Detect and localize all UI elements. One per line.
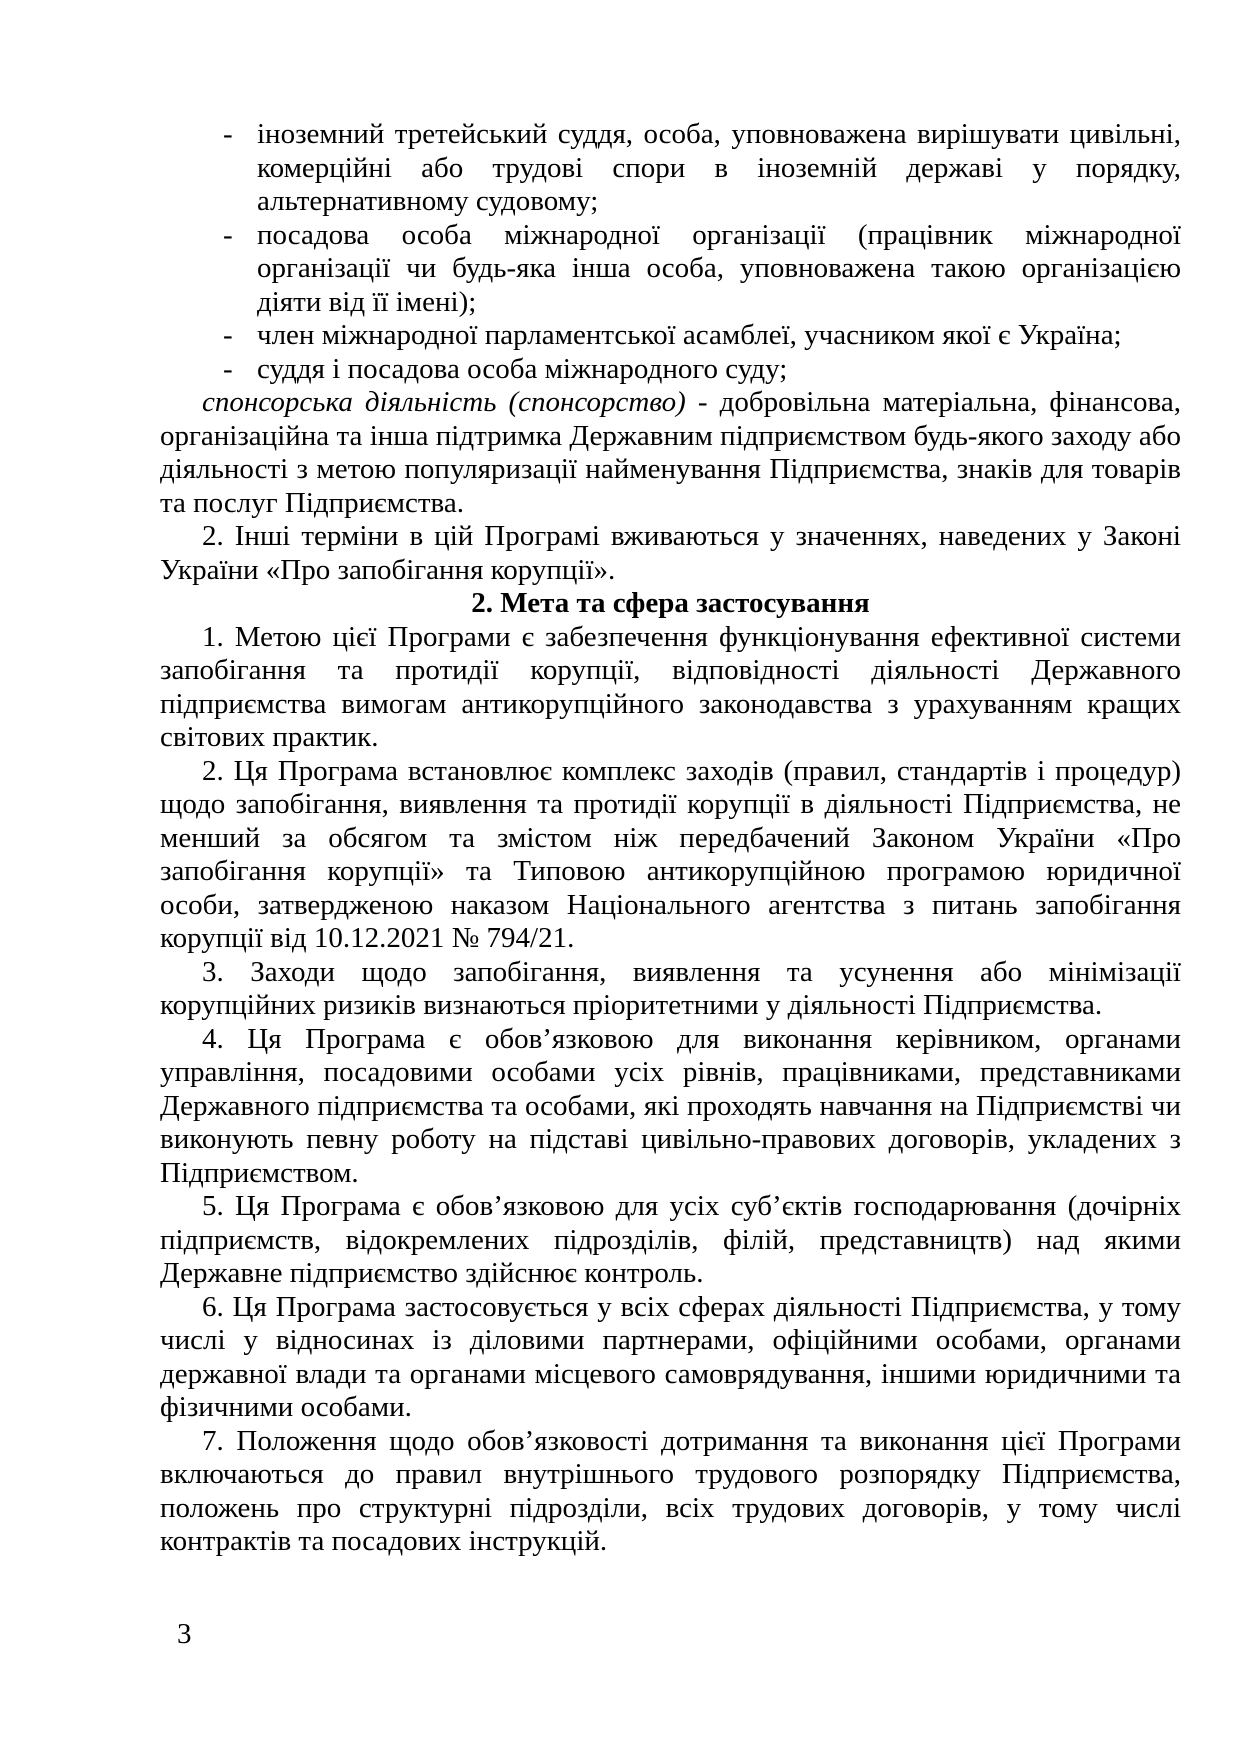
dash-marker: - <box>223 352 233 385</box>
list-item-text: суддя і посадова особа міжнародного суду; <box>257 352 788 385</box>
definition-text: - добровільна матеріальна, фінансова, організаційна та інша підтримка Державним підприємством будь-якого заходу або діяльності з метою популяризації найменування Підприємства, знаків для товарів та послуг Підприємства. <box>160 386 1181 519</box>
list-item-text: іноземний третейський суддя, особа, уповноважена вирішувати цивільні, комерційні або трудові спори в іноземній державі у порядку, альтернативному судовому; <box>257 118 1181 217</box>
document-body <box>160 118 1181 1559</box>
paragraph-7: 7. Положення щодо обов’язковості дотримання та виконання цієї Програми включаються до правил внутрішнього трудового розпорядку Підприємства, положень про структурні підрозділи, всіх трудових договорів, у тому числі контрактів та посадових інструкцій. <box>160 1424 1181 1557</box>
paragraph-4: 4. Ця Програма є обов’язковою для виконання керівником, органами управління, посадовими особами усіх рівнів, працівниками, представниками Державного підприємства та особами, які проходять навчання на Підприємстві чи виконують певну роботу на підставі цивільно-правових договорів, укладених з Підприємством. <box>160 1022 1181 1189</box>
list-item <box>160 118 1181 219</box>
defined-term-italic: спонсорська діяльність (спонсорство) <box>202 386 686 418</box>
dash-marker: - <box>223 118 233 150</box>
paragraph-other-terms: 2. Інші терміни в цій Програмі вживаються у значеннях, наведених у Законі України «Про запобігання корупції». <box>160 520 1181 586</box>
list-item <box>160 319 1181 353</box>
definition-list <box>160 118 1181 386</box>
list-item <box>160 219 1181 320</box>
dash-marker: - <box>223 218 233 251</box>
paragraph-6: 6. Ця Програма застосовується у всіх сферах діяльності Підприємства, у тому числі у відносинах із діловими партнерами, офіційними особами, органами державної влади та органами місцевого самоврядування, іншими юридичними та фізичними особами. <box>160 1290 1181 1423</box>
paragraph-2: 2. Ця Програма встановлює комплекс заходів (правил, стандартів і процедур) щодо запобігання, виявлення та протидії корупції в діяльності Підприємства, не менший за обсягом та змістом ніж передбачений Законом України «Про запобігання корупції» та Типовою антикорупційною програмою юридичної особи, затвердженою наказом Національного агентства з питань запобігання корупції від 10.12.2021 № 794/21. <box>160 754 1181 954</box>
sponsorship-definition-paragraph <box>160 386 1181 520</box>
list-item <box>160 353 1181 387</box>
paragraph-3: 3. Заходи щодо запобігання, виявлення та усунення або мінімізації корупційних ризиків визнаються пріоритетними у діяльності Підприємства. <box>160 955 1181 1021</box>
list-item-text: член міжнародної парламентської асамблеї, учасником якої є Україна; <box>257 319 1122 351</box>
dash-marker: - <box>223 319 233 351</box>
paragraph-1: 1. Метою цієї Програми є забезпечення функціонування ефективної системи запобігання та протидії корупції, відповідності діяльності Державного підприємства вимогам антикорупційного законодавства з урахуванням кращих світових практик. <box>160 620 1181 753</box>
page-number: 3 <box>177 1618 192 1650</box>
paragraph-5: 5. Ця Програма є обов’язковою для усіх суб’єктів господарювання (дочірніх підприємств, відокремлених підрозділів, філій, представництв) над якими Державне підприємство здійснює контроль. <box>160 1190 1181 1289</box>
section-heading: 2. Мета та сфера застосування <box>471 587 870 619</box>
list-item-text: посадова особа міжнародної організації (працівник міжнародної організації чи будь-яка інша особа, уповноважена такою організацією діяти від її імені); <box>257 218 1181 318</box>
